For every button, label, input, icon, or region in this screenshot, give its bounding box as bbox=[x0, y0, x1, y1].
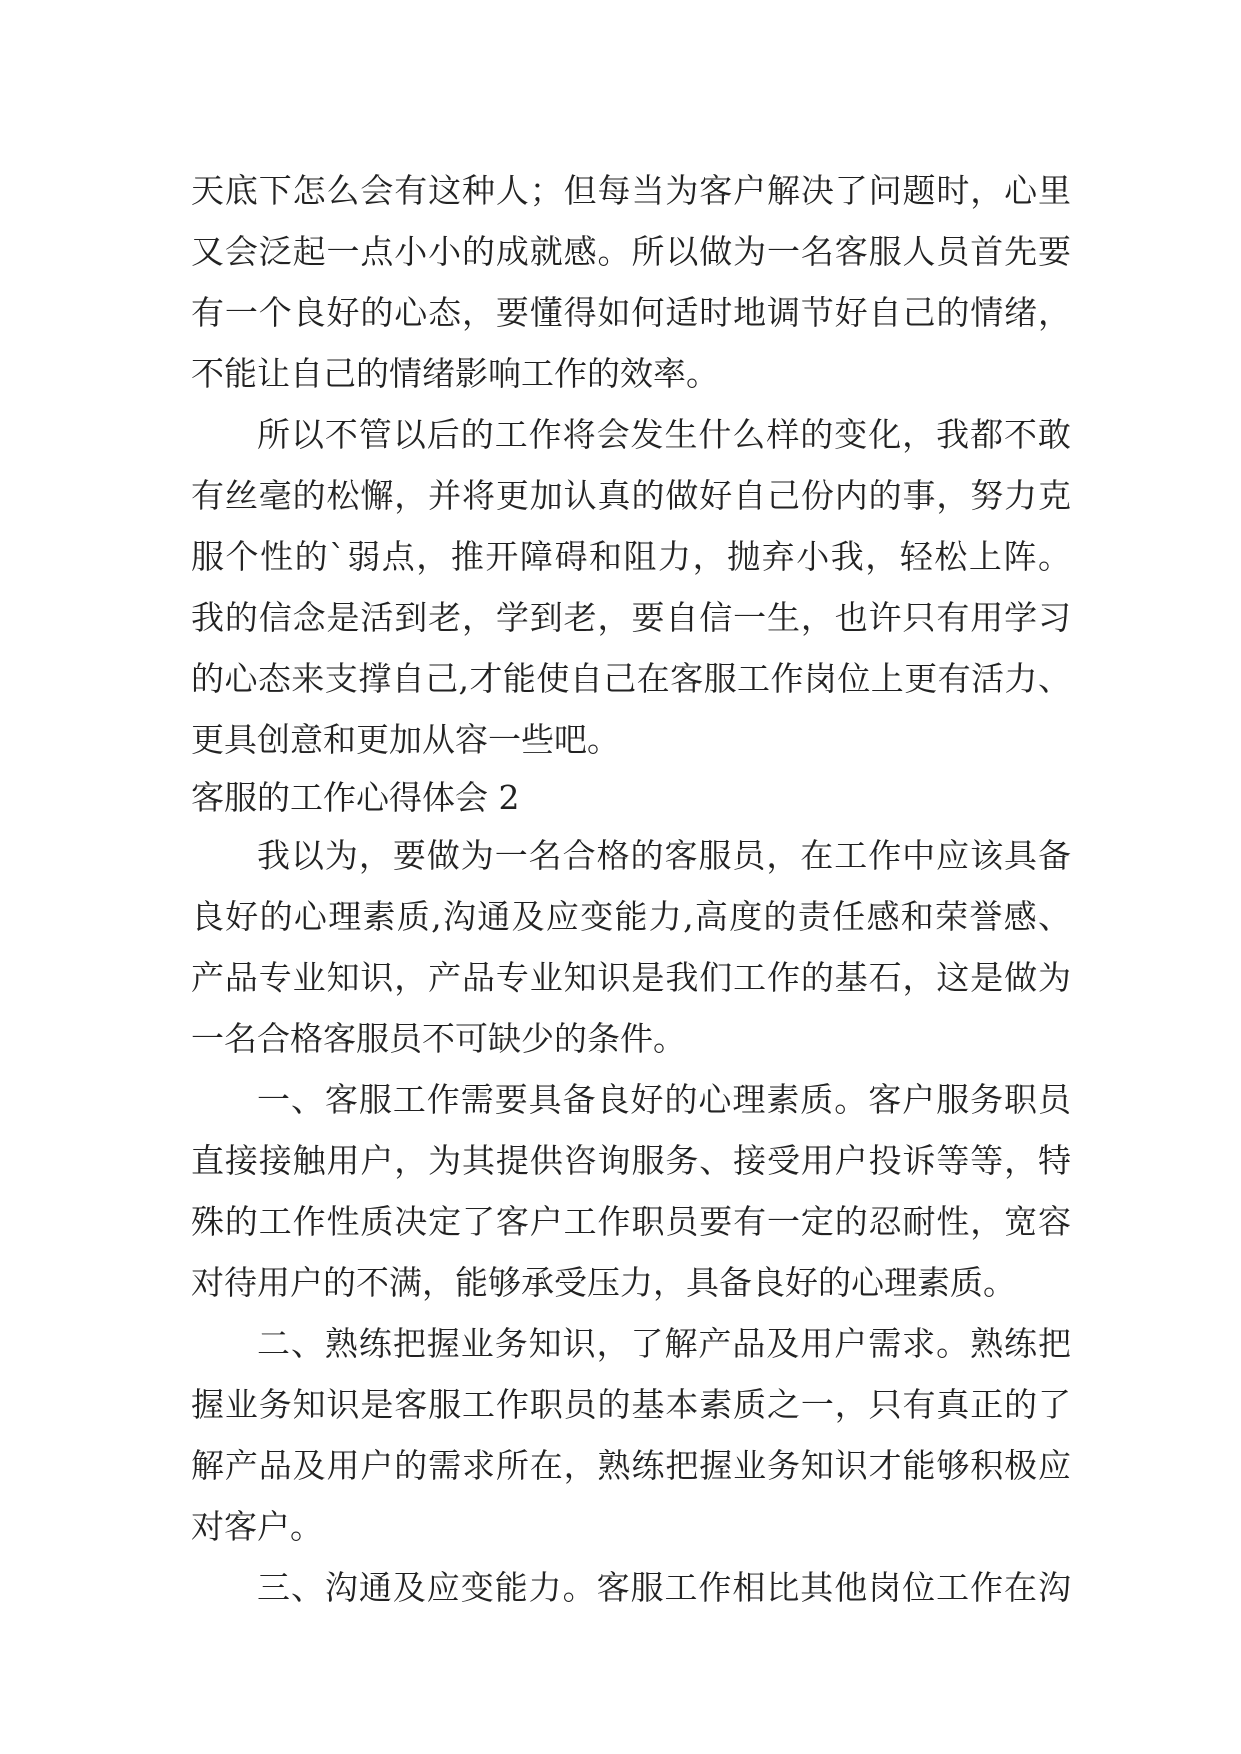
paragraph-line: 的心态来支撑自己,才能使自己在客服工作岗位上更有活力、 bbox=[191, 659, 1071, 698]
paragraph-line: 天底下怎么会有这种人；但每当为客户解决了问题时，心里 bbox=[191, 171, 1071, 210]
paragraph bbox=[191, 1313, 1071, 1557]
paragraph-line: 有丝毫的松懈，并将更加认真的做好自己份内的事，努力克 bbox=[191, 476, 1071, 515]
paragraph-line: 我的信念是活到老，学到老，要自信一生，也许只有用学习 bbox=[191, 598, 1071, 637]
paragraph-line: 服个性的`弱点，推开障碍和阻力，抛弃小我，轻松上阵。 bbox=[191, 537, 1071, 576]
paragraph-line: 二、熟练把握业务知识，了解产品及用户需求。熟练把 bbox=[257, 1324, 1071, 1363]
heading-text: 客服的工作心得体会 2 bbox=[191, 778, 520, 817]
paragraph-line: 更具创意和更加从容一些吧。 bbox=[191, 720, 620, 759]
paragraph bbox=[191, 160, 1071, 404]
paragraph-line: 所以不管以后的工作将会发生什么样的变化，我都不敢 bbox=[257, 415, 1071, 454]
paragraph-line: 解产品及用户的需求所在，熟练把握业务知识才能够积极应 bbox=[191, 1446, 1071, 1485]
paragraph-line: 殊的工作性质决定了客户工作职员要有一定的忍耐性，宽容 bbox=[191, 1202, 1071, 1241]
paragraph-line: 直接接触用户，为其提供咨询服务、接受用户投诉等等，特 bbox=[191, 1141, 1071, 1180]
paragraph bbox=[191, 825, 1071, 1069]
paragraph-line: 我以为，要做为一名合格的客服员，在工作中应该具备 bbox=[257, 836, 1071, 875]
paragraph-line: 又会泛起一点小小的成就感。所以做为一名客服人员首先要 bbox=[191, 232, 1071, 271]
paragraph-line: 对待用户的不满，能够承受压力，具备良好的心理素质。 bbox=[191, 1263, 1016, 1302]
paragraph-line: 一名合格客服员不可缺少的条件。 bbox=[191, 1019, 686, 1058]
paragraph-line: 握业务知识是客服工作职员的基本素质之一，只有真正的了 bbox=[191, 1385, 1071, 1424]
paragraph-line: 良好的心理素质,沟通及应变能力,高度的责任感和荣誉感、 bbox=[191, 897, 1071, 936]
paragraph bbox=[191, 1557, 1071, 1618]
paragraph bbox=[191, 1069, 1071, 1313]
paragraph-line: 有一个良好的心态，要懂得如何适时地调节好自己的情绪， bbox=[191, 293, 1071, 332]
paragraph-line: 对客户。 bbox=[191, 1507, 323, 1546]
paragraph-line: 一、客服工作需要具备良好的心理素质。客户服务职员 bbox=[257, 1080, 1071, 1119]
section-heading bbox=[191, 770, 1071, 825]
paragraph-line: 产品专业知识，产品专业知识是我们工作的基石，这是做为 bbox=[191, 958, 1071, 997]
paragraph-line: 三、沟通及应变能力。客服工作相比其他岗位工作在沟 bbox=[257, 1568, 1071, 1607]
paragraph-line: 不能让自己的情绪影响工作的效率。 bbox=[191, 354, 719, 393]
document-body bbox=[191, 160, 1071, 1618]
paragraph bbox=[191, 404, 1071, 770]
